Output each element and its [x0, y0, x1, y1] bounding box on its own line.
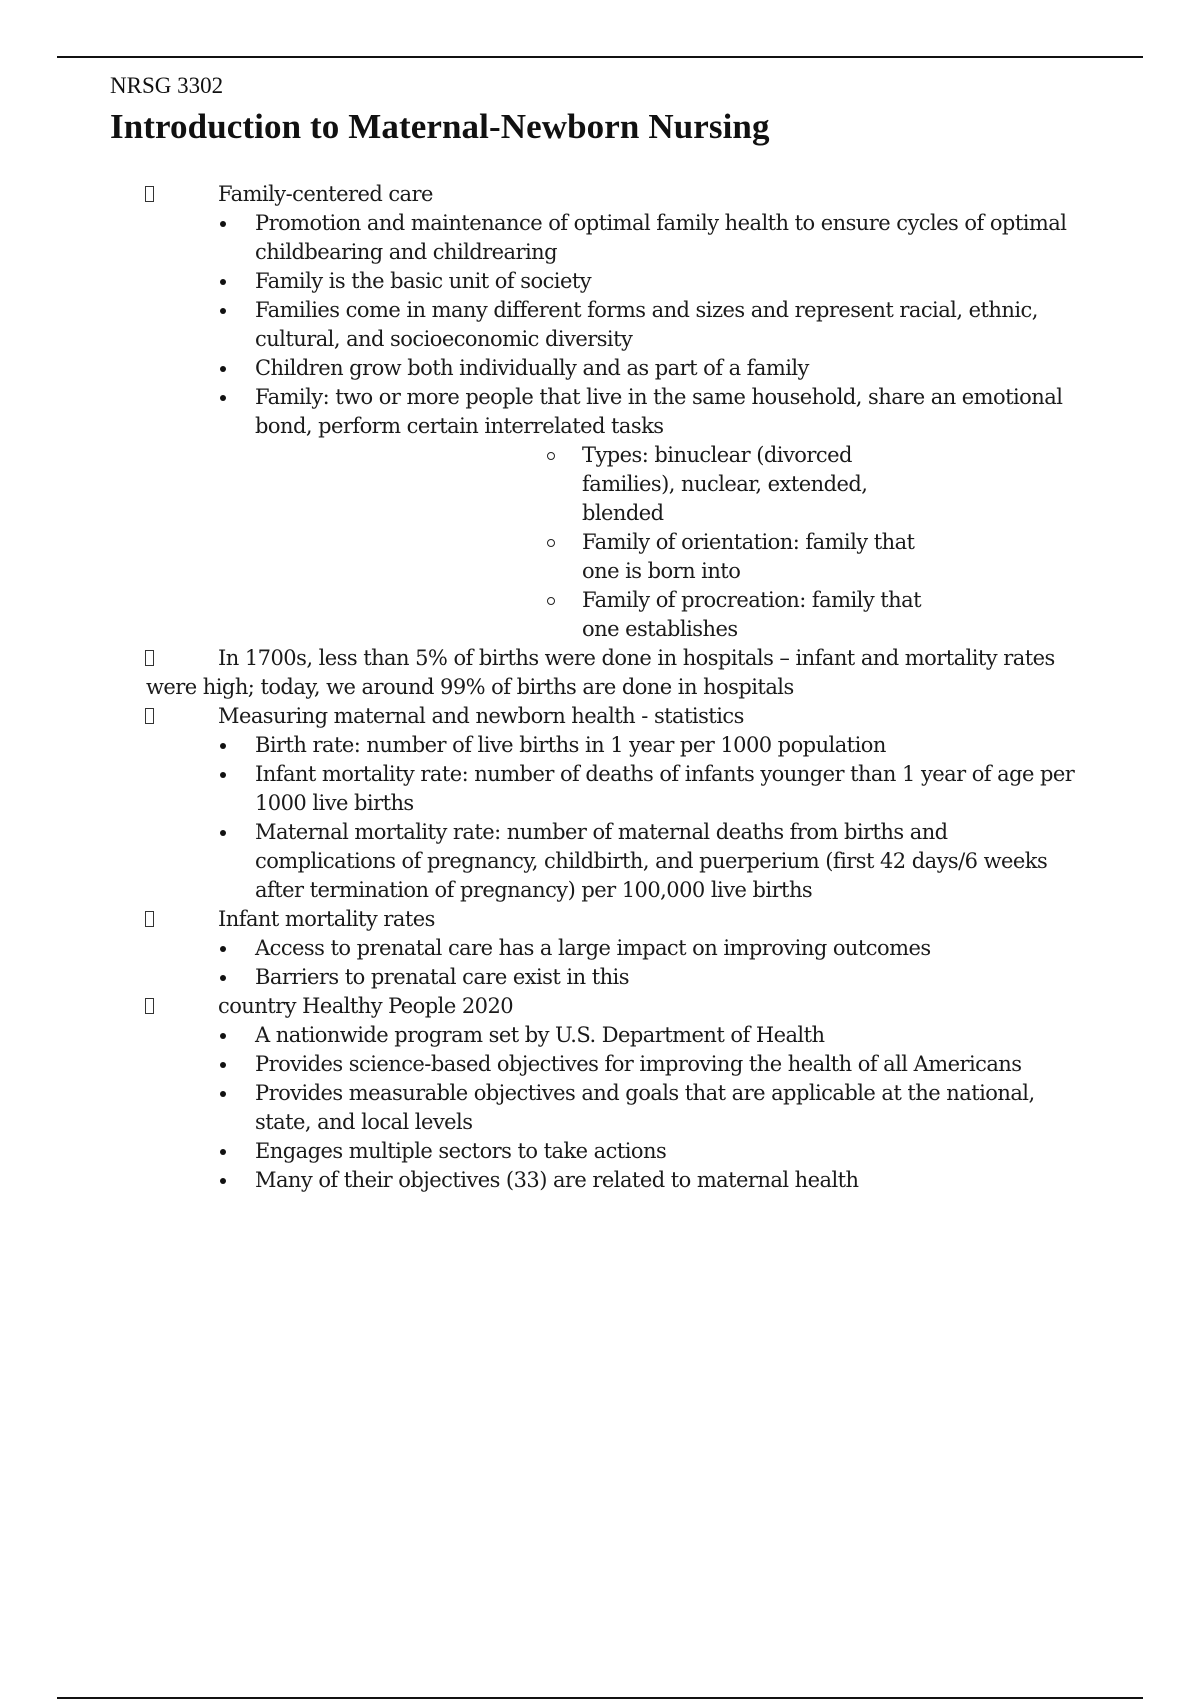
- bullet-dot-icon: [220, 1062, 226, 1068]
- list-item: [0, 1050, 1200, 1079]
- list-item-text: Family: two or more people that live in the same household, share an emotional bond, perform certain interrelated tasks: [255, 385, 1063, 438]
- list-item: [0, 296, 1200, 354]
- list-item: [0, 731, 1200, 760]
- list-item-text: Access to prenatal care has a large impact on improving outcomes: [255, 936, 931, 960]
- list-item-text: Provides science-based objectives for improving the health of all Americans: [255, 1052, 1022, 1076]
- list-item: [0, 383, 1200, 644]
- sub-list-item: [255, 441, 1075, 528]
- section-infant-mortality: [0, 905, 1200, 992]
- section-measuring-health: [0, 702, 1200, 905]
- list-item-text: Provides measurable objectives and goals that are applicable at the national, state, and local levels: [255, 1081, 1035, 1134]
- bullet-dot-icon: [220, 946, 226, 952]
- list-item: [0, 1166, 1200, 1195]
- bullet-dot-icon: [220, 308, 226, 314]
- list-item-text: Maternal mortality rate: number of maternal deaths from births and complications of pregnancy, childbirth, and puerperium (first 42 days/6 weeks after termination of pregnancy) per 100,000 live births: [255, 820, 1048, 902]
- bottom-rule: [57, 1697, 1143, 1699]
- list-item: [0, 354, 1200, 383]
- section-heading-text: country Healthy People 2020: [218, 994, 514, 1018]
- bullet-dot-icon: [220, 395, 226, 401]
- bullet-list: [0, 1021, 1200, 1195]
- list-item-text: Family is the basic unit of society: [255, 269, 592, 293]
- list-item: [0, 963, 1200, 992]
- missing-glyph-box-icon: [145, 708, 154, 724]
- missing-glyph-box-icon: [145, 186, 154, 202]
- section-heading: [0, 180, 1200, 209]
- bullet-dot-icon: [220, 772, 226, 778]
- section-heading-text: Infant mortality rates: [218, 907, 435, 931]
- list-item: [0, 1079, 1200, 1137]
- section-heading: [0, 644, 1200, 702]
- sub-list-item-text: Types: binuclear (divorced families), nuclear, extended, blended: [582, 443, 868, 525]
- list-item-text: Barriers to prenatal care exist in this: [255, 965, 629, 989]
- list-item-text: Children grow both individually and as part of a family: [255, 356, 809, 380]
- list-item: [0, 760, 1200, 818]
- document-body: [0, 180, 1200, 1195]
- list-item-text: A nationwide program set by U.S. Department of Health: [255, 1023, 825, 1047]
- hollow-circle-icon: [547, 539, 555, 547]
- page-title: Introduction to Maternal-Newborn Nursing: [110, 107, 770, 146]
- section-heading-text: Family-centered care: [218, 182, 433, 206]
- section-heading-text: In 1700s, less than 5% of births were done in hospitals – infant and mortality rates were high; today, we around 99% of births are done in hospitals: [146, 646, 1055, 699]
- missing-glyph-box-icon: [145, 998, 154, 1014]
- list-item-text: Promotion and maintenance of optimal family health to ensure cycles of optimal childbearing and childrearing: [255, 211, 1067, 264]
- section-healthy-people-2020: [0, 992, 1200, 1195]
- section-heading: [0, 702, 1200, 731]
- missing-glyph-box-icon: [145, 650, 154, 666]
- section-heading: [0, 992, 1200, 1021]
- list-item-text: Infant mortality rate: number of deaths of infants younger than 1 year of age per 1000 live births: [255, 762, 1075, 815]
- bullet-dot-icon: [220, 1091, 226, 1097]
- sub-list-item-text: Family of procreation: family that one establishes: [582, 588, 921, 641]
- hollow-circle-icon: [547, 452, 555, 460]
- list-item-text: Engages multiple sectors to take actions: [255, 1139, 667, 1163]
- bullet-list: [0, 934, 1200, 992]
- list-item-text: Families come in many different forms and sizes and represent racial, ethnic, cultural, and socioeconomic diversity: [255, 298, 1038, 351]
- list-item: [0, 934, 1200, 963]
- list-item: [0, 1021, 1200, 1050]
- sub-list-item: [255, 586, 1075, 644]
- bullet-dot-icon: [220, 279, 226, 285]
- bullet-dot-icon: [220, 1178, 226, 1184]
- bullet-list: [0, 209, 1200, 644]
- list-item: [0, 1137, 1200, 1166]
- bullet-list: [0, 731, 1200, 905]
- bullet-dot-icon: [220, 975, 226, 981]
- list-item-text: Many of their objectives (33) are related to maternal health: [255, 1168, 859, 1192]
- list-item-text: Birth rate: number of live births in 1 year per 1000 population: [255, 733, 886, 757]
- sub-bullet-list: [255, 441, 1075, 644]
- list-item: [0, 267, 1200, 296]
- bullet-dot-icon: [220, 743, 226, 749]
- section-heading-text: Measuring maternal and newborn health - statistics: [218, 704, 744, 728]
- bullet-dot-icon: [220, 830, 226, 836]
- list-item: [0, 209, 1200, 267]
- top-rule: [57, 56, 1143, 58]
- section-family-centered-care: [0, 180, 1200, 644]
- list-item: [0, 818, 1200, 905]
- section-heading: [0, 905, 1200, 934]
- bullet-dot-icon: [220, 221, 226, 227]
- section-1700s-history: [0, 644, 1200, 702]
- bullet-dot-icon: [220, 1033, 226, 1039]
- bullet-dot-icon: [220, 1149, 226, 1155]
- course-code: NRSG 3302: [110, 73, 224, 98]
- sub-list-item: [255, 528, 1075, 586]
- missing-glyph-box-icon: [145, 911, 154, 927]
- bullet-dot-icon: [220, 366, 226, 372]
- hollow-circle-icon: [547, 597, 555, 605]
- sub-list-item-text: Family of orientation: family that one is born into: [582, 530, 915, 583]
